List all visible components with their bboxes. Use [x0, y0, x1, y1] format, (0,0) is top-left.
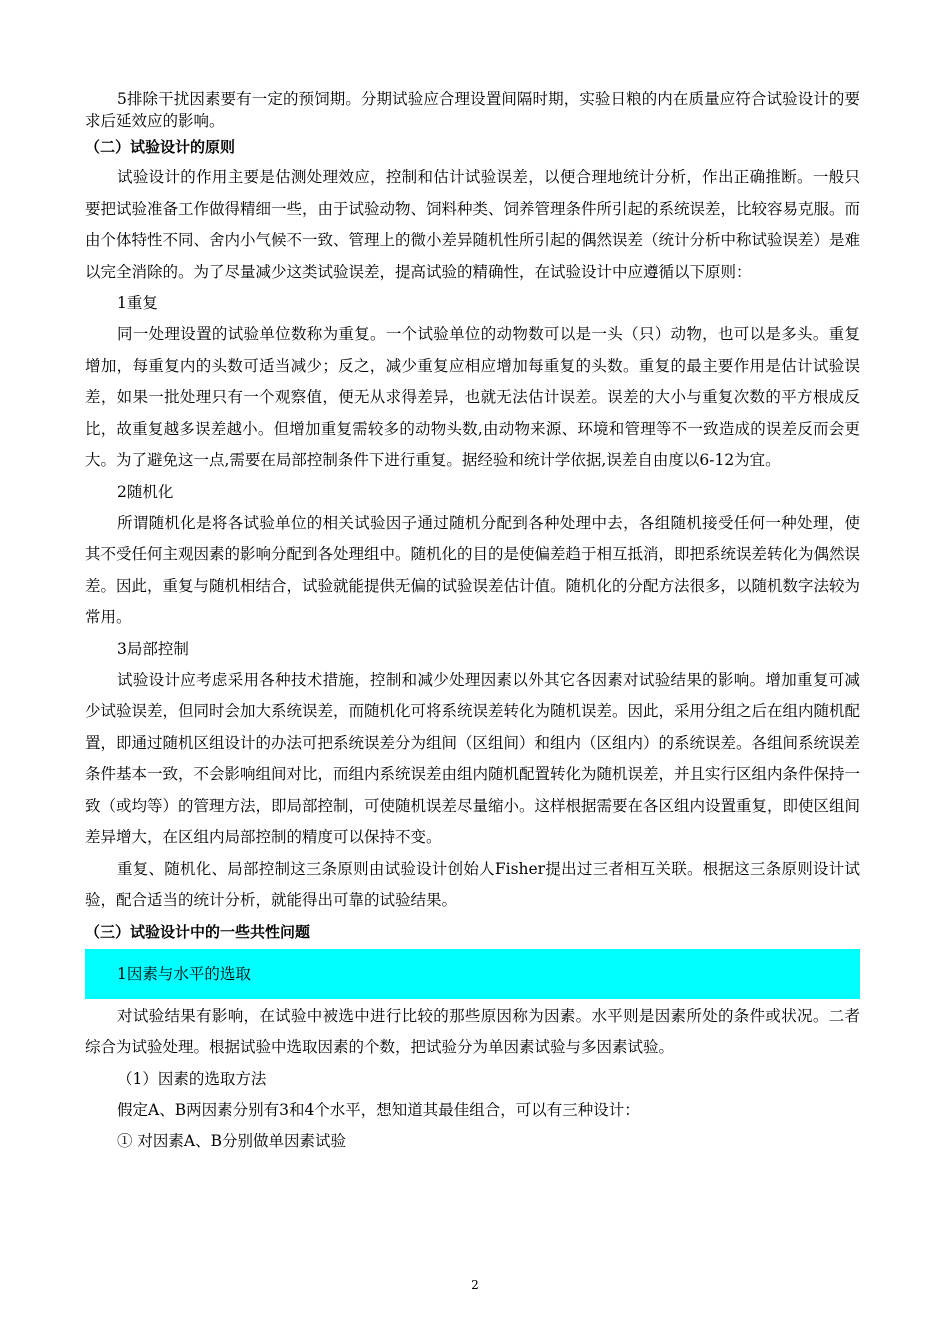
page-number: 2 — [471, 1278, 479, 1292]
section-heading-common-issues: （三）试验设计中的一些共性问题 — [85, 922, 311, 941]
section-heading-principles: （二）试验设计的原则 — [85, 138, 236, 156]
subheading-randomization: 2随机化 — [117, 482, 174, 501]
paragraph-repetition: 同一处理设置的试验单位数称为重复。一个试验单位的动物数可以是一头（只）动物，也可以是多头。重复增加，每重复内的头数可适当减少；反之，减少重复应相应增加每重复的头数。重复的最主要作用是估计试验误差，如果一批处理只有一个观察值，便无从求得差异，也就无法估计误差。误差的大小与重复次数的平方根成反比，故重复越多误差越小。但增加重复需较多的动物头数,由动物来源、环境和管理等不一致造成的误差反而会更大。为了避免这一点,需要在局部控制条件下进行重复。据经验和统计学依据,误差自由度以6-12为宜。 — [85, 325, 860, 469]
list-item-single-factor: ① 对因素A、B分别做单因素试验 — [117, 1131, 347, 1150]
paragraph-local-control: 试验设计应考虑采用各种技术措施，控制和减少处理因素以外其它各因素对试验结果的影响。增加重复可减少试验误差，但同时会加大系统误差，而随机化可将系统误差转化为随机误差。因此，采用分组之后在组内随机配置，即通过随机区组设计的办法可把系统误差分为组间（区组间）和组内（区组内）的系统误差。各组间系统误差条件基本一致，不会影响组间对比，而组内系统误差由组内随机配置转化为随机误差，并且实行区组内条件保持一致（或均等）的管理方法，即局部控制，可使随机误差尽量缩小。这样根据需要在各区组内设置重复，即使区组间差异增大，在区组内局部控制的精度可以保持不变。 — [85, 670, 861, 846]
subheading-factor-selection: （1）因素的选取方法 — [117, 1069, 267, 1088]
paragraph-factor-example: 假定A、B两因素分别有3和4个水平，想知道其最佳组合，可以有三种设计： — [117, 1100, 640, 1119]
paragraph-randomization: 所谓随机化是将各试验单位的相关试验因子通过随机分配到各种处理中去，各组随机接受任何一种处理，使其不受任何主观因素的影响分配到各处理组中。随机化的目的是使偏差趋于相互抵消，即把系统误差转化为偶然误差。因此，重复与随机相结合，试验就能提供无偏的试验误差估计值。随机化的分配方法很多，以随机数字法较为常用。 — [85, 513, 861, 626]
page-content — [85, 88, 860, 1157]
paragraph-item-5: 5排除干扰因素要有一定的预饲期。分期试验应合理设置间隔时期，实验日粮的内在质量应符合试验设计的要求后延效应的影响。 — [85, 90, 860, 130]
highlighted-subheading-factors: 1因素与水平的选取 — [85, 949, 860, 999]
subheading-repetition: 1重复 — [117, 294, 158, 312]
paragraph-factors-levels: 对试验结果有影响，在试验中被选中进行比较的那些原因称为因素。水平则是因素所处的条件或状况。二者综合为试验处理。根据试验中选取因素的个数，把试验分为单因素试验与多因素试验。 — [85, 1006, 860, 1056]
subheading-local-control: 3局部控制 — [117, 639, 189, 658]
paragraph-principles-intro: 试验设计的作用主要是估测处理效应，控制和估计试验误差，以便合理地统计分析，作出正确推断。一般只要把试验准备工作做得精细一些，由于试验动物、饲料种类、饲养管理条件所引起的系统误差，比较容易克服。而由个体特性不同、舍内小气候不一致、管理上的微小差异随机性所引起的偶然误差（统计分析中称试验误差）是难以完全消除的。为了尽量减少这类试验误差，提高试验的精确性，在试验设计中应遵循以下原则： — [85, 168, 861, 281]
paragraph-principles-summary: 重复、随机化、局部控制这三条原则由试验设计创始人Fisher提出过三者相互关联。根据这三条原则设计试验，配合适当的统计分析，就能得出可靠的试验结果。 — [85, 859, 860, 909]
